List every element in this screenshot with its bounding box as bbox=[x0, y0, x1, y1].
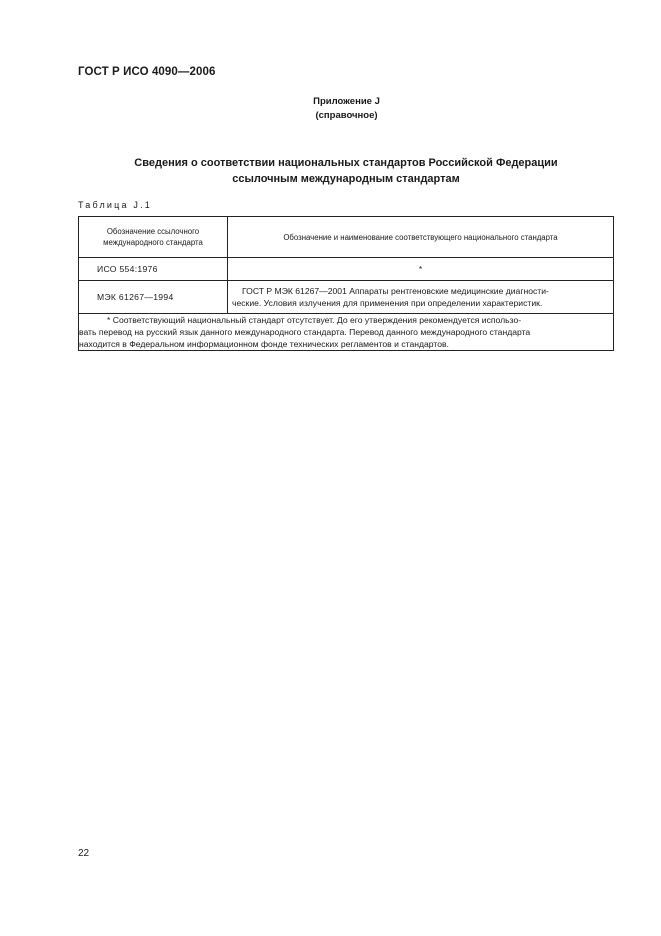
table-footnote bbox=[79, 314, 614, 351]
header-national-standard: Обозначение и наименование соответствующего национального стандарта bbox=[228, 217, 614, 258]
header-reference-line-2: международного стандарта bbox=[103, 238, 203, 247]
appendix-label: Приложение J bbox=[313, 96, 380, 107]
table-row bbox=[79, 281, 614, 314]
header-reference-standard bbox=[79, 217, 228, 258]
appendix-heading bbox=[0, 95, 661, 123]
section-title-line-2: ссылочным международным стандартам bbox=[232, 173, 460, 185]
appendix-type: (справочное) bbox=[315, 110, 378, 121]
section-title-line-1: Сведения о соответствии национальных стандартов Российской Федерации bbox=[134, 157, 558, 169]
header-reference-line-1: Обозначение ссылочного bbox=[106, 227, 200, 236]
national-standard-cell: * bbox=[228, 258, 614, 281]
footnote-line-1: * Соответствующий национальный стандарт отсутствует. До его утверждения рекомендуется использо- bbox=[107, 315, 522, 325]
page-number: 22 bbox=[78, 848, 90, 859]
national-standard-line-1: ГОСТ Р МЭК 61267—2001 Аппараты рентгеновские медицинские диагности- bbox=[242, 286, 549, 296]
national-standard-line-2: ческие. Условия излучения для применения при определении характеристик. bbox=[232, 298, 543, 308]
table-row bbox=[79, 258, 614, 281]
table-caption: Таблица J.1 bbox=[78, 200, 152, 210]
table-header-row bbox=[79, 217, 614, 258]
footnote-line-2: вать перевод на русский язык данного международного стандарта. Перевод данного международного стандарта bbox=[79, 327, 531, 337]
table-note-row bbox=[79, 314, 614, 351]
national-standard-cell bbox=[228, 281, 614, 314]
standards-table bbox=[78, 216, 614, 351]
reference-standard-cell: ИСО 554:1976 bbox=[79, 258, 228, 281]
reference-standard-cell: МЭК 61267—1994 bbox=[79, 281, 228, 314]
document-code: ГОСТ Р ИСО 4090—2006 bbox=[78, 66, 216, 78]
footnote-line-3: находится в Федеральном информационном фонде технических регламентов и стандартов. bbox=[79, 339, 449, 349]
section-title bbox=[78, 155, 614, 187]
